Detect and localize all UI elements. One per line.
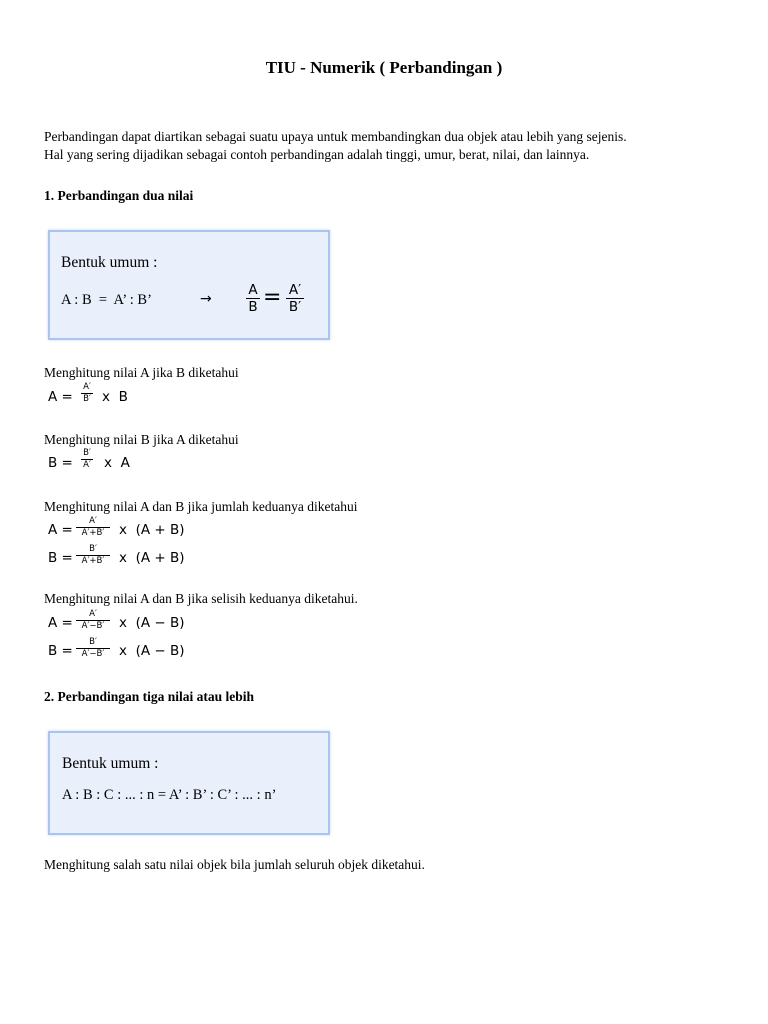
formula-fraction [76, 609, 110, 632]
fraction-numerator: A′ [89, 516, 97, 526]
arrow-icon: → [200, 291, 212, 307]
formula-rhs: x (A + B) [119, 522, 185, 538]
formula-fraction [76, 637, 110, 660]
fraction-denominator: A′ [83, 460, 91, 470]
fraction-numerator: B′ [89, 637, 97, 647]
fraction-numerator: A′ [89, 609, 97, 619]
ratio-expression: A : B = A’ : B’ [61, 292, 152, 308]
ratio-expression: A : B : C : ... : n = A’ : B’ : C’ : ... : n’ [62, 787, 277, 803]
formula-b [48, 448, 168, 478]
general-form-box-three-values [48, 731, 330, 835]
formula-rhs: x (A − B) [119, 643, 185, 659]
fraction-denominator: A′+B′ [81, 528, 105, 538]
item-diff-text: Menghitung nilai A dan B jika selisih keduanya diketahui. [44, 591, 358, 606]
section-2-heading: 2. Perbandingan tiga nilai atau lebih [44, 689, 255, 704]
big-equals-sign: = [263, 285, 282, 310]
intro-line-2: Hal yang sering dijadikan sebagai contoh perbandingan adalah tinggi, umur, berat, nilai, dan lainnya. [44, 147, 590, 162]
formula-diff-b [48, 637, 228, 665]
formula-sum-b [48, 544, 228, 572]
formula-rhs: x B [102, 389, 128, 405]
formula-diff-a [48, 609, 228, 637]
formula-rhs: x (A + B) [119, 550, 185, 566]
formula-lhs: B = [48, 455, 73, 471]
item-total-text: Menghitung salah satu nilai objek bila jumlah seluruh objek diketahui. [44, 857, 425, 872]
fraction-denominator: B′ [288, 299, 302, 315]
fraction-denominator: A′+B′ [81, 556, 105, 566]
fraction-numerator: B′ [89, 544, 97, 554]
fraction-a-over-b [246, 282, 260, 315]
formula-lhs: A = [48, 522, 73, 538]
formula-fraction [81, 382, 93, 405]
formula-fraction [81, 448, 93, 471]
section-1-heading: 1. Perbandingan dua nilai [44, 188, 194, 203]
fraction-aprime-over-bprime [286, 282, 304, 315]
item-sum-text: Menghitung nilai A dan B jika jumlah keduanya diketahui [44, 499, 358, 514]
formula-rhs: x A [104, 455, 130, 471]
fraction-denominator: B′ [83, 394, 91, 404]
formula-rhs: x (A − B) [119, 615, 185, 631]
intro-paragraph [44, 128, 627, 164]
formula-lhs: B = [48, 643, 73, 659]
fraction-numerator: A [248, 282, 258, 298]
fraction-denominator: A′−B′ [81, 621, 105, 631]
general-form-label: Bentuk umum : [62, 755, 159, 772]
fraction-numerator: A′ [83, 382, 91, 392]
formula-a [48, 382, 168, 412]
general-form-label: Bentuk umum : [61, 254, 158, 271]
fraction-denominator: B [248, 299, 258, 315]
item-a-text: Menghitung nilai A jika B diketahui [44, 365, 239, 380]
item-b-text: Menghitung nilai B jika A diketahui [44, 432, 239, 447]
formula-lhs: A = [48, 615, 73, 631]
page-title: TIU - Numerik ( Perbandingan ) [265, 58, 503, 77]
formula-fraction [76, 544, 110, 567]
formula-sum-a [48, 516, 228, 544]
formula-fraction [76, 516, 110, 539]
formula-lhs: A = [48, 389, 73, 405]
fraction-numerator: B′ [83, 448, 91, 458]
formula-lhs: B = [48, 550, 73, 566]
fraction-denominator: A′−B′ [81, 649, 105, 659]
general-form-box-two-values [48, 230, 330, 340]
intro-line-1: Perbandingan dapat diartikan sebagai suatu upaya untuk membandingkan dua objek atau lebih yang sejenis. [44, 129, 627, 144]
fraction-numerator: A′ [288, 282, 302, 298]
